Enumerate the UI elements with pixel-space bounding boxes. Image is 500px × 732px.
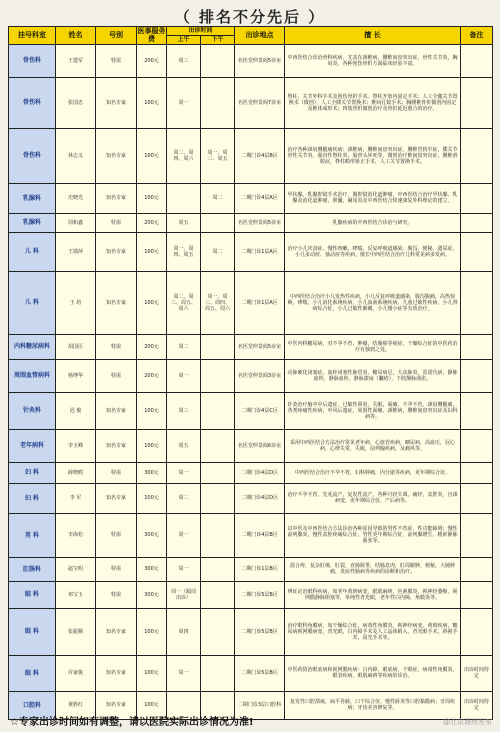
- row-type: 知名专家: [96, 271, 137, 334]
- row-location: 二期门诊4层B区: [235, 513, 285, 557]
- row-specialty: 甲状腺、乳腺腔镜手术治疗，腹腔镜消化道肿瘤，中西医结合治疗甲状腺、乳腺及消化道肿瘤，胆囊、阑尾炎及中西医结合快速康复外科理论的建立。: [285, 183, 461, 213]
- row-note: [461, 271, 493, 334]
- header-note: 备注: [461, 27, 493, 45]
- row-location: 名医堂仲景阁5诊室: [235, 213, 285, 232]
- row-specialty: 复发性口腔溃疡，扁平苔藓，口干综合征，慢性唇炎等口腔黏膜病；牙周疾病；牙齿美容修复等。: [285, 691, 461, 719]
- row-type: 特需: [96, 462, 137, 483]
- header-location: 出诊地点: [235, 27, 285, 45]
- row-location: 名医堂仲景阁3诊室: [235, 359, 285, 392]
- row-type: 知名专家: [96, 392, 137, 429]
- row-pm: [201, 557, 235, 581]
- row-location: 二期门诊4层B区: [235, 128, 285, 183]
- row-type: 知名专家: [96, 429, 137, 462]
- row-pm: 周二: [201, 232, 235, 271]
- row-location: 二期门诊1层B区: [235, 557, 285, 581]
- row-am: 周五: [167, 429, 201, 462]
- row-pm: [201, 581, 235, 608]
- header-name: 姓名: [56, 27, 96, 45]
- row-type: 知名专家: [96, 77, 137, 128]
- row-name: 李海松: [56, 513, 96, 557]
- row-am: 周二: [167, 483, 201, 513]
- row-dept: 眼 科: [9, 655, 56, 691]
- row-dept: 妇 科: [9, 462, 56, 483]
- row-am: 周一: [167, 359, 201, 392]
- row-am: 周二: [167, 334, 201, 359]
- row-fee: 200元: [137, 359, 167, 392]
- row-am: 周二、周三、周五、周六: [167, 271, 201, 334]
- table-row: [9, 77, 493, 128]
- table-row: [9, 513, 493, 557]
- row-dept: 眼 科: [9, 608, 56, 655]
- row-pm: [201, 608, 235, 655]
- row-fee: 200元: [137, 213, 167, 232]
- row-specialty: 中西医结合诊治骨科疾病，尤其在颈椎病，腰椎间盘突出症，骨性关节炎，胸肩炎，各种创伤骨折方面临床经验丰富。: [285, 44, 461, 77]
- schedule-table: [8, 26, 493, 720]
- row-type: 知名专家: [96, 183, 137, 213]
- row-dept: 内科糖尿病科: [9, 334, 56, 359]
- row-location: 二期门诊1层A区: [235, 232, 285, 271]
- row-dept: 乳腺科: [9, 183, 56, 213]
- schedule-body: [9, 44, 493, 719]
- row-dept: 妇 科: [9, 483, 56, 513]
- row-pm: [201, 462, 235, 483]
- row-pm: 周一、周三、周五: [201, 128, 235, 183]
- row-name: 许家俊: [56, 655, 96, 691]
- row-note: [461, 128, 493, 183]
- row-pm: 周二: [201, 183, 235, 213]
- row-name: 王 培: [56, 271, 96, 334]
- row-location: 二期门诊5层B区: [235, 655, 285, 691]
- row-dept: 口腔科: [9, 691, 56, 719]
- row-am: [167, 183, 201, 213]
- row-am: 周一: [167, 655, 201, 691]
- row-name: 张国忠: [56, 77, 96, 128]
- row-note: 出诊时间待定: [461, 691, 493, 719]
- row-name: 迟 俊: [56, 392, 96, 429]
- row-am: 周一（隔周出诊）: [167, 581, 201, 608]
- row-dept: 骨伤科: [9, 128, 56, 183]
- row-type: 特需: [96, 213, 137, 232]
- row-type: 知名专家: [96, 655, 137, 691]
- row-fee: 200元: [137, 334, 167, 359]
- row-pm: [201, 513, 235, 557]
- header-am: 上午: [167, 35, 201, 44]
- row-name: 胡国臣: [56, 334, 96, 359]
- row-note: [461, 334, 493, 359]
- row-specialty: 中医药防治眼底病和视网膜疾病：白内障，眼底病，干眼症，病毒性角膜炎，眼表疾病，眼肌麻痹等疾病的诊治。: [285, 655, 461, 691]
- table-row: [9, 232, 493, 271]
- row-pm: [201, 359, 235, 392]
- row-note: [461, 392, 493, 429]
- row-fee: 100元: [137, 392, 167, 429]
- row-note: [461, 213, 493, 232]
- row-note: [461, 483, 493, 513]
- row-specialty: 脊柱、关节外科手术及创伤骨折手术。脊柱开放内固定手术；人工全髋关节置换术（微创），人工全膝关节置换术；椎间孔镜手术；胸腰椎骨折微创内固定及椎体成形术；四肢骨折微创治疗及骨折延迟愈合的治疗。: [285, 77, 461, 128]
- row-note: [461, 232, 493, 271]
- row-fee: 300元: [137, 462, 167, 483]
- row-specialty: 中医内科糖尿病，对不孕不育，肿瘤，结肠癌等癌症，干燥综合征的中医药治疗有独到之处。: [285, 334, 461, 359]
- table-row: [9, 655, 493, 691]
- row-location: 二期门诊1层A区: [235, 271, 285, 334]
- row-dept: 儿 科: [9, 271, 56, 334]
- row-type: 特需: [96, 334, 137, 359]
- row-note: [461, 462, 493, 483]
- table-row: [9, 359, 493, 392]
- header-dept: 挂号科室: [9, 27, 56, 45]
- row-pm: [201, 392, 235, 429]
- header-pm: 下午: [201, 35, 235, 44]
- row-specialty: 采用中西医结合方法治疗常见老年病，心血管疾病，糖尿病，高血压，冠心病，心律失常，失眠，前列腺疾病，及痛风等。: [285, 429, 461, 462]
- row-type: 特需: [96, 513, 137, 557]
- row-note: [461, 359, 493, 392]
- row-note: [461, 183, 493, 213]
- header-type: 号别: [96, 27, 137, 45]
- row-specialty: 治疗小儿厌食症、慢性咳嗽、哮喘、反复呼吸道感染、腹泻、便秘、遗尿症、小儿多动症、抽动症等疾病。擅长中西医结合治疗儿科常见病多发病。: [285, 232, 461, 271]
- row-type: 知名专家: [96, 483, 137, 513]
- row-pm: [201, 655, 235, 691]
- row-name: 史晓光: [56, 183, 96, 213]
- row-location: 二期门诊4层A区: [235, 183, 285, 213]
- table-row: [9, 608, 493, 655]
- header-fee: 医事服务费: [137, 27, 166, 44]
- row-name: 赵宝明: [56, 557, 96, 581]
- table-row: [9, 44, 493, 77]
- row-dept: 肛肠科: [9, 557, 56, 581]
- row-dept: 骨伤科: [9, 44, 56, 77]
- row-specialty: 治疗不孕不育，先兆流产，复发性流产，各种月经失调，痛经，盆腔炎，宫颈病变，更年期综合征，产后病等。: [285, 483, 461, 513]
- row-location: 二期门诊4层D区: [235, 462, 285, 483]
- row-fee: 100元: [137, 483, 167, 513]
- row-type: 知名专家: [96, 608, 137, 655]
- row-specialty: 以中医及中西医结合方法诊治各种原因导致的男性不育症，性功能障碍；慢性前列腺炎，慢性盆腔疼痛综合征，男性更年期综合征，前列腺增生，精索静脉曲张等。: [285, 513, 461, 557]
- row-am: 周一: [167, 462, 201, 483]
- row-fee: 100元: [137, 655, 167, 691]
- row-location: 名医堂仲景阁6诊室: [235, 429, 285, 462]
- row-name: 王瑞萍: [56, 232, 96, 271]
- row-pm: [201, 483, 235, 513]
- row-type: 知名专家: [96, 691, 137, 719]
- row-type: 特需: [96, 581, 137, 608]
- row-location: 二期门诊5层B区: [235, 581, 285, 608]
- table-row: [9, 483, 493, 513]
- row-name: 周和鑫: [56, 213, 96, 232]
- row-am: 周三: [167, 392, 201, 429]
- row-note: [461, 429, 493, 462]
- row-type: 特需: [96, 44, 137, 77]
- row-note: [461, 581, 493, 608]
- schedule-sheet: [8, 26, 492, 720]
- row-location: 名医堂仲景阁7诊室: [235, 77, 285, 128]
- row-fee: 300元: [137, 581, 167, 608]
- table-row: [9, 271, 493, 334]
- row-pm: [201, 429, 235, 462]
- table-row: [9, 213, 493, 232]
- row-location: 名医堂仲景阁5诊室: [235, 334, 285, 359]
- page-title: （ 排名不分先后 ）: [174, 8, 326, 26]
- row-name: 祁宝玉: [56, 581, 96, 608]
- row-fee: 100元: [137, 429, 167, 462]
- row-fee: 100元: [137, 183, 167, 213]
- row-note: 出诊时间待定: [461, 655, 493, 691]
- table-row: [9, 462, 493, 483]
- row-location: 二期门诊5层B区: [235, 608, 285, 655]
- row-location: 二期门诊4层C区: [235, 392, 285, 429]
- table-row: [9, 183, 493, 213]
- row-am: 周一: [167, 77, 201, 128]
- table-row: [9, 429, 493, 462]
- row-fee: 200元: [137, 44, 167, 77]
- row-specialty: 辨证论治眼科疾病，如老年黄斑病变，眼肌麻痹，色素膜炎，视神经萎缩，视网膜静脉阻塞等，单纯性青光眼，老年性白内障，角膜炎等。: [285, 581, 461, 608]
- row-name: 林志义: [56, 128, 96, 183]
- row-name: 张振顺: [56, 608, 96, 655]
- row-dept: 骨伤科: [9, 77, 56, 128]
- row-fee: 100元: [137, 232, 167, 271]
- row-fee: 100元: [137, 691, 167, 719]
- row-type: 知名专家: [96, 232, 137, 271]
- row-pm: [201, 44, 235, 77]
- row-name: 薛晓鸥: [56, 462, 96, 483]
- row-pm: 周一、周三、周四、周五、周六: [201, 271, 235, 334]
- row-dept: 周围血管病科: [9, 359, 56, 392]
- row-note: [461, 608, 493, 655]
- row-location: 名医堂仲景阁5诊室: [235, 44, 285, 77]
- row-fee: 100元: [137, 271, 167, 334]
- row-specialty: 中西医结合治疗小儿发热性疾病，小儿反复呼吸道感染，腹泻腹痛，高热惊厥，哮喘，小儿消化系统疾病，小儿血液系统疾病，儿童过敏性疾病，小儿肾病综合征，小儿过敏性紫癜，小儿矮小症等有效治疗。: [285, 271, 461, 334]
- row-fee: 100元: [137, 128, 167, 183]
- row-am: 周四: [167, 608, 201, 655]
- header-specialty: 擅 长: [285, 27, 461, 45]
- row-name: 黄胜红: [56, 691, 96, 719]
- row-specialty: 乳腺疾病的中西医结合诊治与研究。: [285, 213, 461, 232]
- row-am: 周二、周四、周六: [167, 128, 201, 183]
- table-row: [9, 334, 493, 359]
- row-name: 王建军: [56, 44, 96, 77]
- row-type: 特需: [96, 557, 137, 581]
- row-note: [461, 44, 493, 77]
- row-location: 二期门诊3层口腔科: [235, 691, 285, 719]
- row-dept: 乳腺科: [9, 213, 56, 232]
- row-dept: 针灸科: [9, 392, 56, 429]
- row-note: [461, 77, 493, 128]
- row-pm: [201, 334, 235, 359]
- table-row: [9, 557, 493, 581]
- row-dept: 男 科: [9, 513, 56, 557]
- row-dept: 老年病科: [9, 429, 56, 462]
- row-am: 周三: [167, 44, 201, 77]
- row-fee: 100元: [137, 608, 167, 655]
- row-specialty: 治疗眼科角膜病，如干燥综合征，病毒性角膜炎，视神经病变，黄斑疾病，糖尿病视网膜病变，青光眼，白内障手术及人工晶体植入，青光眼手术，斜视手术，屈光手术等。: [285, 608, 461, 655]
- row-name: 李 军: [56, 483, 96, 513]
- row-am: 周一: [167, 557, 201, 581]
- row-specialty: 动脉硬化闭塞症，血栓闭塞性脉管炎，糖尿病足，大动脉炎，雷诺氏病，静脉血栓，静脉血栓，静脉溃疡（臁疮），下肢静脉曲张。: [285, 359, 461, 392]
- row-specialty: 中西医结合治疗不孕不育，妇科肿瘤，内分泌等疾病，更年期综合征。: [285, 462, 461, 483]
- row-pm: [201, 77, 235, 128]
- footer-note: ☆专家出诊时间如有调整，请以医院实际出诊情况为准!: [10, 717, 254, 728]
- row-type: 特需: [96, 359, 137, 392]
- row-specialty: 混合痔，复杂肛瘘，肛裂，直肠脱垂，结肠息肉，肛周脓肿，便秘，大肠肿瘤，炎症性肠病等疾病的诊断和治疗。: [285, 557, 461, 581]
- row-name: 杨博华: [56, 359, 96, 392]
- table-row: [9, 128, 493, 183]
- row-fee: 300元: [137, 513, 167, 557]
- watermark: @北京通州发布: [443, 718, 492, 726]
- row-pm: [201, 213, 235, 232]
- row-type: 知名专家: [96, 128, 137, 183]
- row-dept: 眼 科: [9, 581, 56, 608]
- row-dept: 儿 科: [9, 232, 56, 271]
- row-name: 李玉峰: [56, 429, 96, 462]
- header-time: 出诊时间: [167, 27, 235, 36]
- row-specialty: 针灸治疗脑卒中后遗症，过敏性鼻炎，失眠，面瘫，不孕不育，颈肩腰腿痛，各类疼痛性疾病，中风后遗症，周围性面瘫，颈椎病，腰椎间盘突出症及妇科病等。: [285, 392, 461, 429]
- row-note: [461, 557, 493, 581]
- row-am: 周五: [167, 213, 201, 232]
- table-row: [9, 581, 493, 608]
- row-specialty: 治疗各种颈肩腰腿痛疾病：颈椎病，腰椎间盘突出症，腰椎管狭窄症，膝关节骨性关节炎，强直性脊柱炎，股骨头坏死等。微创治疗椎间盘突出症，腰椎滑脱症，脊柱畸形矫正手术，人工关节置换手术。: [285, 128, 461, 183]
- row-location: 二期门诊4层D区: [235, 483, 285, 513]
- row-fee: 100元: [137, 77, 167, 128]
- row-am: 周一: [167, 513, 201, 557]
- row-fee: 300元: [137, 557, 167, 581]
- row-am: 周一、周四、周五: [167, 232, 201, 271]
- row-note: [461, 513, 493, 557]
- table-row: [9, 392, 493, 429]
